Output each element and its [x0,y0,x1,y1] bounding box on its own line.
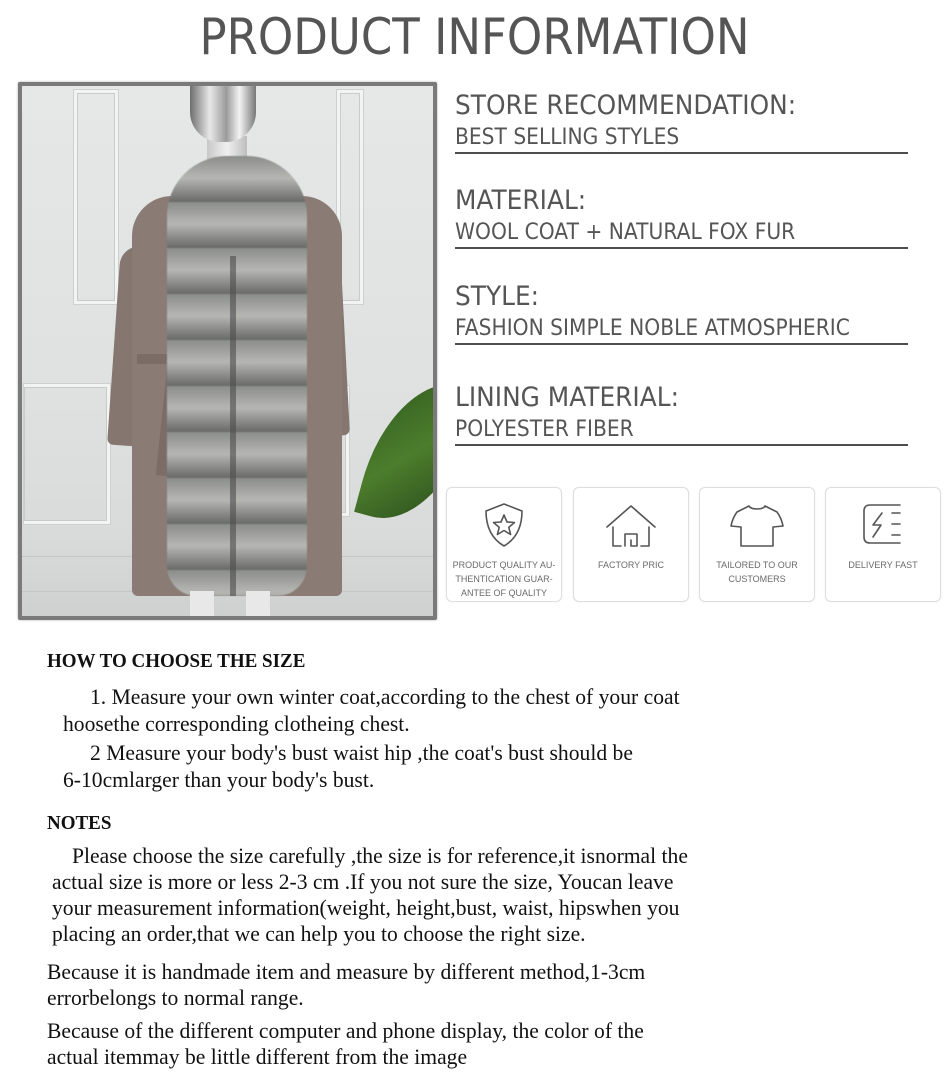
notes-line: your measurement information(weight, height,bust, waist, hipswhen you [52,895,680,920]
feature-label-line: FACTORY PRIC [597,560,665,570]
size-guide-line: hoosethe corresponding clotheing chest. [63,711,410,736]
info-value: FASHION SIMPLE NOBLE ATMOSPHERIC [455,316,850,341]
house-icon [574,500,688,550]
mannequin-head [190,86,256,142]
shield-star-icon [447,500,561,550]
feature-label [447,558,561,600]
feature-label-line: TAILORED TO OUR [716,560,798,570]
door-panel [74,90,118,304]
info-label: MATERIAL: [455,185,587,216]
feature-label-line: ANTEE OF QUALITY [460,588,547,598]
display-note-line: actual itemmay be little different from the image [47,1044,468,1069]
size-guide-line: 2 Measure your body's bust waist hip ,the coat's bust should be [90,740,633,765]
info-store-recommendation [455,90,910,154]
info-style [455,281,910,345]
feature-label-line: CUSTOMERS [728,574,786,584]
handmade-note-line: Because it is handmade item and measure by different method,1-3cm [47,959,646,984]
notes-line: actual size is more or less 2-3 cm .If you not sure the size, Youcan leave [52,869,674,894]
fox-fur-trim [167,156,307,596]
feature-label-line: PRODUCT QUALITY AU- [452,560,556,570]
fur-gap [230,256,236,596]
info-lining-material [455,382,910,446]
feature-label [574,558,688,572]
page-title: PRODUCT INFORMATION [199,8,750,66]
product-photo-frame [18,82,437,620]
lightning-delivery-icon [826,500,940,550]
notes-line: Please choose the size carefully ,the size is for reference,it isnormal the [72,843,688,868]
feature-card-tailored [699,487,815,602]
divider [455,343,908,345]
handmade-note-line: errorbelongs to normal range. [47,985,304,1010]
info-label: LINING MATERIAL: [455,382,679,413]
feature-card-factory-price [573,487,689,602]
info-value: WOOL COAT + NATURAL FOX FUR [455,220,796,245]
feature-label-line: DELIVERY FAST [848,560,918,570]
feature-badges [446,487,942,602]
size-guide-line: 1. Measure your own winter coat,according to the chest of your coat [90,684,680,709]
info-value: BEST SELLING STYLES [455,125,680,150]
door-panel [24,384,110,524]
info-value: POLYESTER FIBER [455,417,634,442]
divider [455,247,908,249]
plant-leaf [354,367,433,535]
notes-line: placing an order,that we can help you to choose the right size. [52,921,586,946]
feature-card-quality [446,487,562,602]
feature-card-delivery [825,487,941,602]
display-note-line: Because of the different computer and phone display, the color of the [47,1018,644,1043]
product-photo [22,86,433,616]
info-material [455,185,910,249]
feature-label [826,558,940,572]
size-guide-heading: HOW TO CHOOSE THE SIZE [47,650,306,672]
info-label: STYLE: [455,281,540,312]
feature-label [700,558,814,586]
info-label: STORE RECOMMENDATION: [455,90,797,121]
notes-heading: NOTES [47,812,112,834]
divider [455,444,908,446]
mannequin-legs [190,591,270,616]
tshirt-icon [700,500,814,550]
feature-label-line: THENTICATION GUAR- [455,574,553,584]
divider [455,152,908,154]
size-guide-line: 6-10cmlarger than your body's bust. [63,767,375,792]
